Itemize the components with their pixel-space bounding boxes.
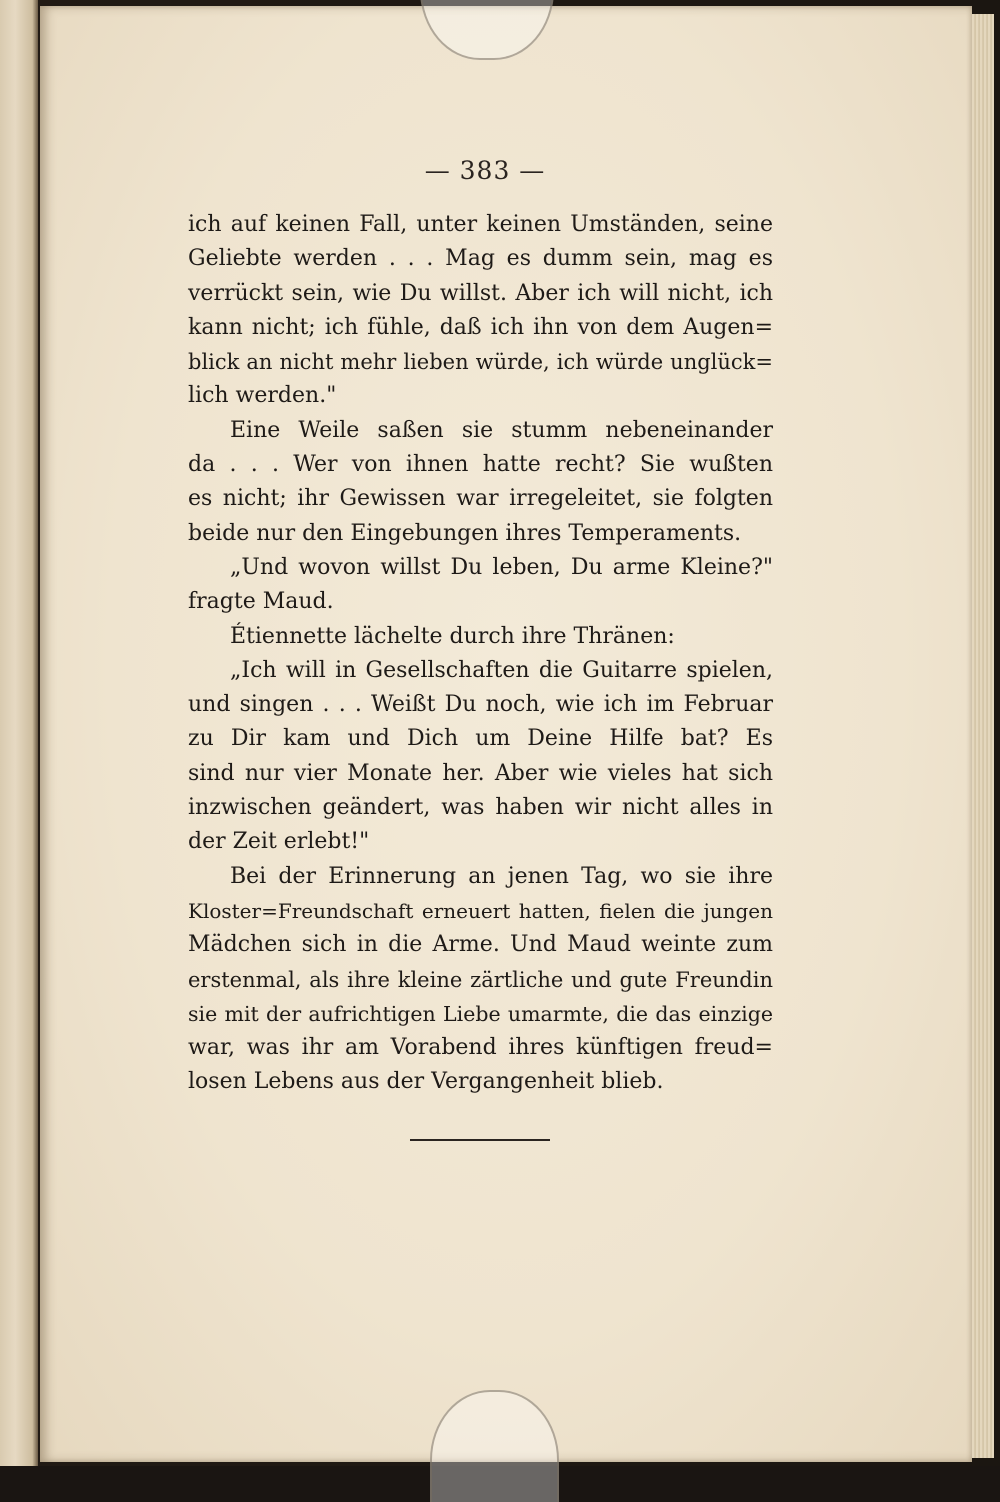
- page-number: — 383 —: [424, 156, 546, 185]
- text-line: blick an nicht mehr lieben würde, ich würde unglück=: [188, 350, 773, 375]
- text-line: Mädchen sich in die Arme. Und Maud weinte zum: [188, 932, 773, 958]
- text-line: sie mit der aufrichtigen Liebe umarmte, die das einzige: [188, 1001, 773, 1026]
- text-line: Bei der Erinnerung an jenen Tag, wo sie ihre: [230, 863, 773, 889]
- text-line: lich werden.": [188, 383, 337, 409]
- end-rule: [410, 1139, 550, 1141]
- text-line: „Und wovon willst Du leben, Du arme Kleine?": [230, 554, 773, 580]
- text-line: kann nicht; ich fühle, daß ich ihn von dem Augen=: [188, 314, 773, 340]
- text-line: „Ich will in Gesellschaften die Guitarre spielen,: [230, 657, 773, 683]
- text-line: da . . . Wer von ihnen hatte recht? Sie wußten: [188, 452, 773, 478]
- previous-page-edge: [0, 0, 38, 1466]
- text-line: Eine Weile saßen sie stumm nebeneinander: [230, 417, 773, 443]
- text-line: ich auf keinen Fall, unter keinen Umständen, seine: [188, 212, 773, 237]
- text-line: es nicht; ihr Gewissen war irregeleitet, sie folgten: [188, 486, 773, 512]
- text-line: sind nur vier Monate her. Aber wie vieles hat sich: [188, 760, 773, 786]
- text-line: der Zeit erlebt!": [188, 829, 370, 855]
- text-line: zu Dir kam und Dich um Deine Hilfe bat? Es: [188, 726, 773, 752]
- text-line: und singen . . . Weißt Du noch, wie ich im Februar: [188, 692, 773, 718]
- text-line: losen Lebens aus der Vergangenheit blieb.: [188, 1069, 664, 1095]
- body-text: [188, 208, 773, 1100]
- text-line: fragte Maud.: [188, 589, 334, 615]
- text-line: Étiennette lächelte durch ihre Thränen:: [230, 623, 675, 649]
- text-line: inzwischen geändert, was haben wir nicht alles in: [188, 795, 773, 821]
- text-line: erstenmal, als ihre kleine zärtliche und gute Freundin: [188, 967, 773, 992]
- text-line: verrückt sein, wie Du willst. Aber ich will nicht, ich: [188, 280, 773, 306]
- text-line: war, was ihr am Vorabend ihres künftigen freud=: [188, 1035, 773, 1061]
- text-line: beide nur den Eingebungen ihres Temperaments.: [188, 520, 742, 546]
- text-line: Kloster=Freundschaft erneuert hatten, fielen die jungen: [188, 898, 773, 923]
- text-line: Geliebte werden . . . Mag es dumm sein, mag es: [188, 246, 773, 272]
